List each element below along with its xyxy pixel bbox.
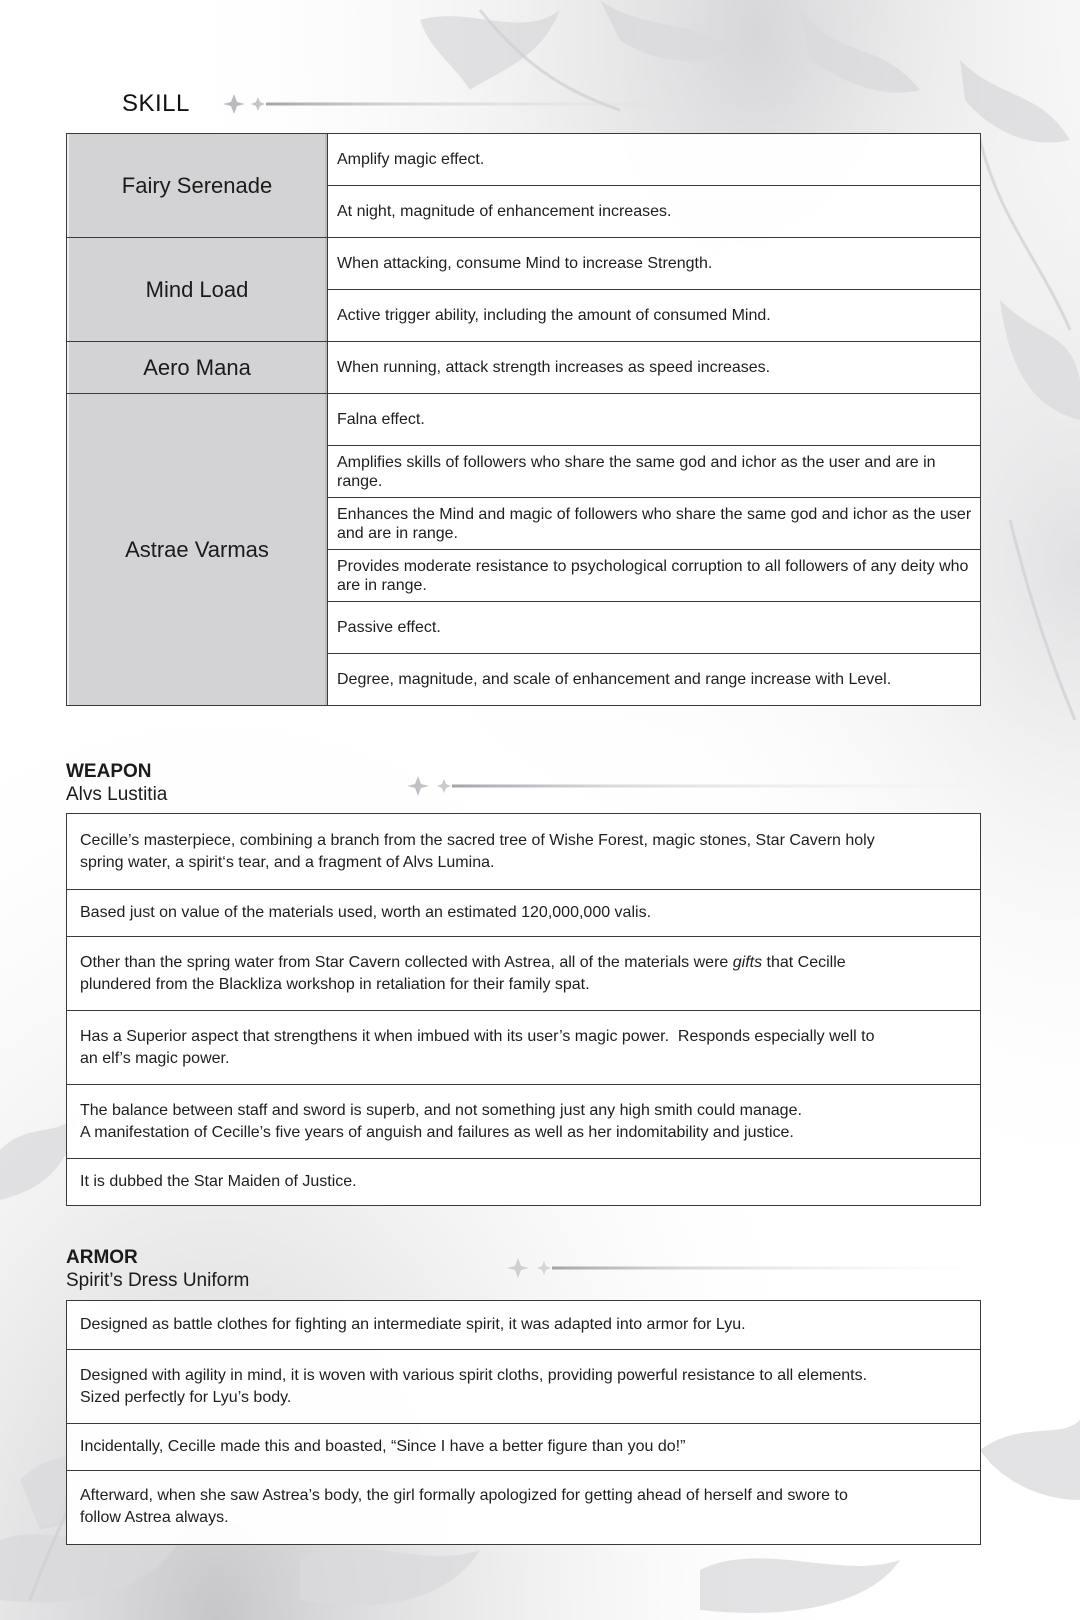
entry-line: Designed as battle clothes for fighting an intermediate spirit, it was adapted into armor for Lyu.: [80, 1316, 746, 1333]
armor-entry: [67, 1423, 980, 1470]
entry-line: plundered from the Blackliza workshop in retaliation for their family spat.: [80, 975, 590, 993]
entry-line: Afterward, when she saw Astrea’s body, the girl formally apologized for getting ahead of herself and swore to: [80, 1487, 848, 1504]
sparkle-flourish-icon: [500, 1256, 980, 1280]
entry-line: Incidentally, Cecille made this and boasted, “Since I have a better figure than you do!”: [80, 1438, 686, 1455]
armor-entry: [67, 1301, 980, 1349]
skill-effect: Amplify magic effect.: [328, 134, 981, 186]
skill-table: [66, 133, 981, 706]
skill-effect: Degree, magnitude, and scale of enhancement and range increase with Level.: [328, 654, 981, 706]
entry-line: Has a Superior aspect that strengthens it when imbued with its user’s magic power. Responds especially well to: [80, 1027, 875, 1045]
entry-line: Sized perfectly for Lyu’s body.: [80, 1388, 292, 1406]
armor-table: [66, 1300, 981, 1545]
entry-line: follow Astrea always.: [80, 1509, 229, 1526]
skill-effect: Passive effect.: [328, 602, 981, 654]
skill-effect: Active trigger ability, including the amount of consumed Mind.: [328, 290, 981, 342]
entry-text: that Cecille: [762, 953, 846, 971]
entry-line: Cecille’s masterpiece, combining a branch from the sacred tree of Wishe Forest, magic stones, Star Cavern holy: [80, 831, 875, 849]
skill-effect: Falna effect.: [328, 394, 981, 446]
skill-effect: Provides moderate resistance to psychological corruption to all followers of any deity who are in range.: [328, 550, 981, 602]
skill-name: Astrae Varmas: [67, 394, 328, 706]
armor-entry: [67, 1349, 980, 1423]
weapon-entry: [67, 1158, 980, 1204]
skill-heading: SKILL: [122, 90, 190, 117]
sparkle-flourish-icon: [218, 92, 738, 116]
skill-name: Mind Load: [67, 238, 328, 342]
skill-effect: Amplifies skills of followers who share the same god and ichor as the user and are in range.: [328, 446, 981, 498]
skill-effect: At night, magnitude of enhancement increases.: [328, 186, 981, 238]
weapon-entry: [67, 889, 980, 936]
entry-line: Based just on value of the materials used, worth an estimated 120,000,000 valis.: [80, 904, 652, 921]
entry-line: Designed with agility in mind, it is woven with various spirit cloths, providing powerful resistance to all elements.: [80, 1366, 868, 1384]
entry-line: A manifestation of Cecille’s five years of anguish and failures as well as her indomitability and justice.: [80, 1123, 794, 1141]
skill-row: [67, 394, 981, 446]
entry-line: spring water, a spirit‘s tear, and a fragment of Alvs Lumina.: [80, 853, 495, 871]
skill-row: [67, 238, 981, 290]
armor-heading: ARMOR: [66, 1247, 138, 1268]
skill-name: Aero Mana: [67, 342, 328, 394]
weapon-entry: [67, 1010, 980, 1084]
skill-effect: When running, attack strength increases as speed increases.: [328, 342, 981, 394]
skill-effect: Enhances the Mind and magic of followers who share the same god and ichor as the user and are in range.: [328, 498, 981, 550]
weapon-entry: [67, 814, 980, 889]
entry-emphasis: gifts: [732, 953, 763, 971]
entry-text: Other than the spring water from Star Cavern collected with Astrea, all of the materials were: [80, 953, 733, 971]
skill-row: [67, 342, 981, 394]
sparkle-flourish-icon: [400, 774, 980, 798]
weapon-name: Alvs Lustitia: [66, 784, 168, 805]
armor-name: Spirit’s Dress Uniform: [66, 1270, 250, 1291]
weapon-table: [66, 813, 981, 1206]
entry-line: It is dubbed the Star Maiden of Justice.: [80, 1172, 357, 1190]
weapon-entry: [67, 936, 980, 1010]
entry-line: The balance between staff and sword is superb, and not something just any high smith could manage.: [80, 1101, 802, 1119]
weapon-heading: WEAPON: [66, 761, 152, 782]
entry-line: [80, 952, 846, 974]
entry-line: an elf’s magic power.: [80, 1049, 230, 1067]
skill-row: [67, 134, 981, 186]
skill-name: Fairy Serenade: [67, 134, 328, 238]
skill-effect: When attacking, consume Mind to increase Strength.: [328, 238, 981, 290]
weapon-entry: [67, 1084, 980, 1158]
armor-entry: [67, 1470, 980, 1543]
